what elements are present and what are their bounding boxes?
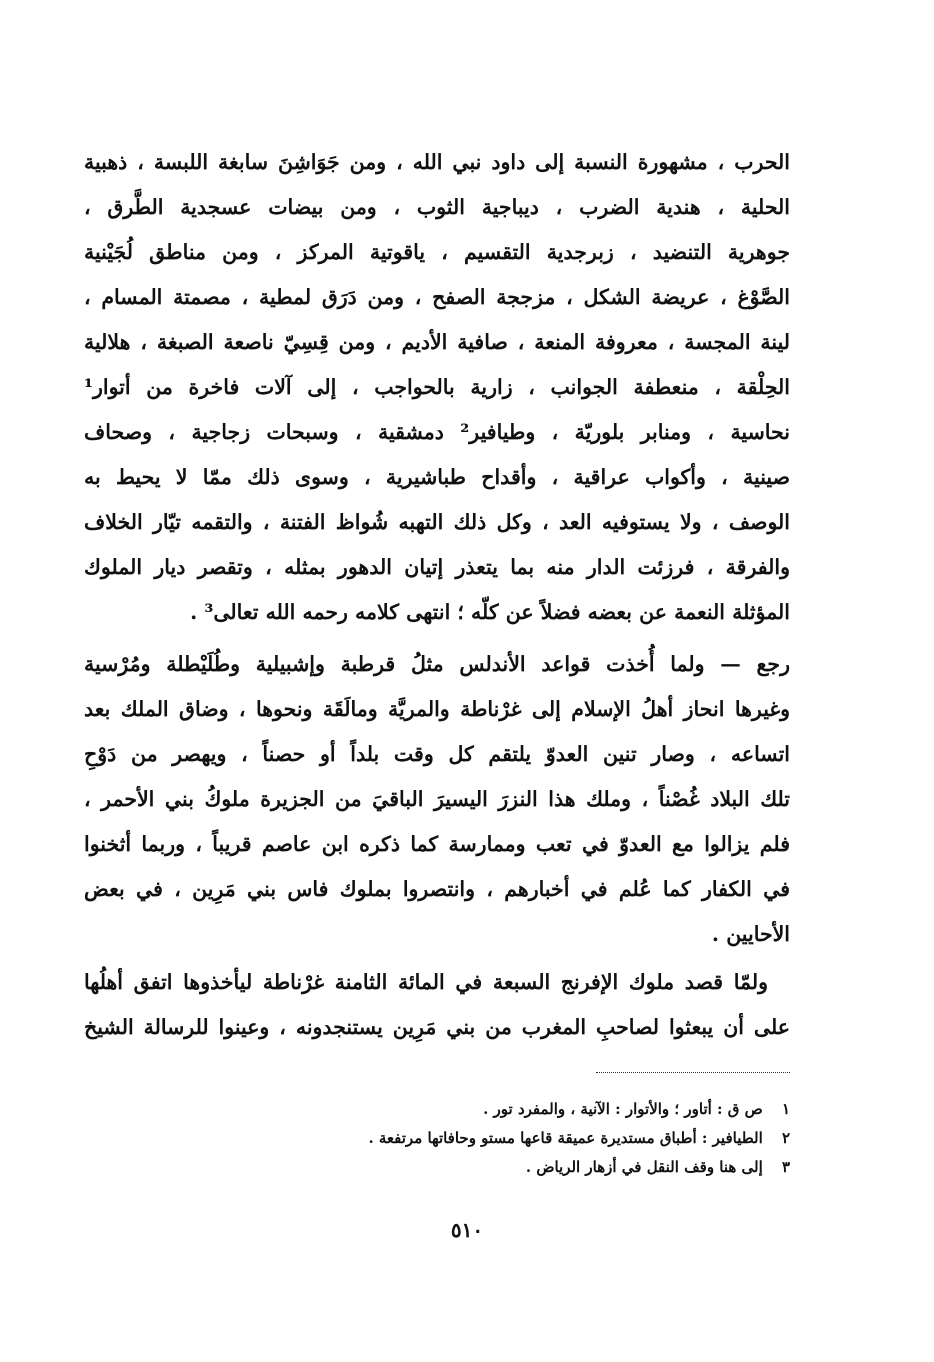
footnotes	[300, 1095, 790, 1182]
text-line: ولمّا قصد ملوك الإفرنج السبعة في المائة الثامنة غرْناطة ليأخذوها اتفق أهلُها	[84, 970, 768, 994]
text-line: نحاسية ، ومنابر بلوريّة ، وطيافير² دمشقية ، وسبحات زجاجية ، وصحاف	[84, 420, 790, 444]
text-line: تلك البلاد غُصْناً ، وملك هذا النزرَ اليسيرَ الباقيَ من الجزيرة ملوكُ بني الأحمر ،	[84, 787, 790, 811]
text-line: على أن يبعثوا لصاحبِ المغرب من بني مَرِين يستنجدونه ، وعينوا للرسالة الشيخ	[84, 1015, 790, 1039]
text-line: الحرب ، مشهورة النسبة إلى داود نبي الله ، ومن جَوَاشِنَ سابغة اللبسة ، ذهبية	[84, 150, 790, 174]
paragraph-2	[84, 642, 790, 957]
paragraph-1	[84, 140, 790, 635]
text-line: المؤثلة النعمة عن بعضه فضلاً عن كلّه ؛ انتهى كلامه رحمه الله تعالى³ .	[190, 600, 790, 624]
text-line: والفرقة ، فرزئت الدار منه بما يتعذر إتيان الدهور بمثله ، وتقصر ديار الملوك	[84, 555, 790, 579]
text-line: فلم يزالوا مع العدوّ في تعب وممارسة كما ذكره ابن عاصم قريباً ، وربما أثخنوا	[84, 832, 790, 856]
text-line: الحلية ، هندية الضرب ، ديباجية الثوب ، ومن بيضات عسجدية الطَّرق ،	[84, 195, 790, 219]
footnote-text: الطيافير : أطباق مستديرة عميقة قاعها مستو وحافاتها مرتفعة .	[368, 1129, 763, 1147]
footnote-2	[300, 1124, 790, 1153]
text-line: لينة المجسة ، معروفة المنعة ، صافية الأديم ، ومن قِسِيّ ناصعة الصبغة ، هلالية	[84, 330, 790, 354]
footnote-separator	[596, 1072, 790, 1073]
footnote-3	[300, 1153, 790, 1182]
footnote-text: ص ق : أتاور ؛ والأتوار : الآنية ، والمفرد تور .	[483, 1100, 763, 1118]
text-line: وغيرها انحاز أهلُ الإسلام إلى غرْناطة والمريَّة ومالَقَة ونحوها ، وضاق الملك بعد	[84, 697, 790, 721]
text-line: الحِلْقة ، منعطفة الجوانب ، زارية بالحواجب ، إلى آلات فاخرة من أتوار¹	[84, 375, 790, 399]
footnote-number: ١	[781, 1100, 790, 1118]
text-line: اتساعه ، وصار تنين العدوّ يلتقم كل وقت بلداً أو حصناً ، ويهصر من دَوْحِ	[84, 742, 790, 766]
footnote-number: ٢	[781, 1129, 790, 1147]
text-line: الصَّوْغ ، عريضة الشكل ، مزججة الصفح ، ومن دَرَق لمطية ، مصمتة المسام ،	[84, 285, 790, 309]
paragraph-3	[84, 960, 790, 1050]
footnote-text: إلى هنا وقف النقل في أزهار الرياض .	[525, 1158, 763, 1176]
text-line: في الكفار كما عُلم في أخبارهم ، وانتصروا بملوك فاس بني مَرِين ، في بعض	[84, 877, 790, 901]
text-line: رجع — ولما أُخذت قواعد الأندلس مثلُ قرطبة وإشبيلية وطُلَيْطلة ومُرْسية	[84, 652, 790, 676]
footnote-number: ٣	[781, 1158, 790, 1176]
page-number: ٥١٠	[450, 1218, 484, 1242]
text-line: الأحايين .	[711, 922, 790, 946]
text-line: جوهرية التنضيد ، زبرجدية التقسيم ، ياقوتية المركز ، ومن مناطق لُجَيْنية	[84, 240, 790, 264]
text-line: الوصف ، ولا يستوفيه العد ، وكل ذلك التهبه شُواظ الفتنة ، والتقمه تيّار الخلاف	[84, 510, 790, 534]
footnote-1	[300, 1095, 790, 1124]
text-line: صينية ، وأكواب عراقية ، وأقداح طباشيرية ، وسوى ذلك ممّا لا يحيط به	[84, 465, 790, 489]
